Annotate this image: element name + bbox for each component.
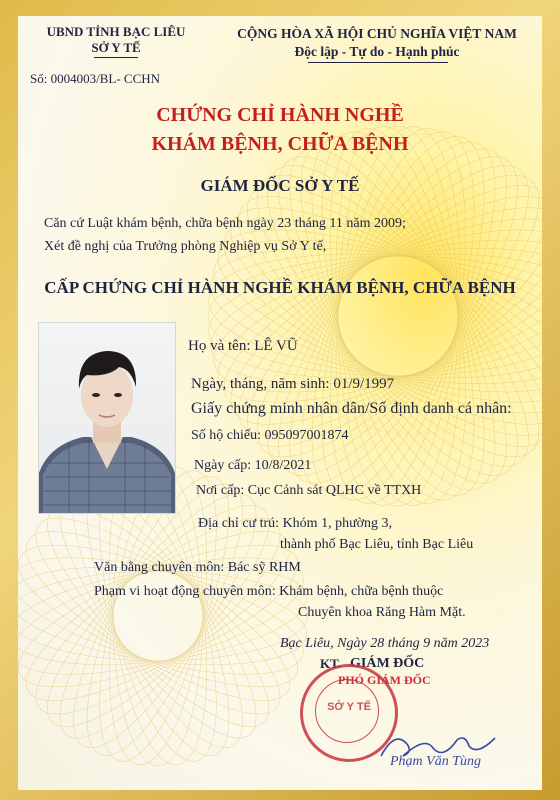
passport-field: [191, 428, 349, 444]
signature-deputy: PHÓ GIÁM ĐỐC: [338, 673, 431, 687]
document-number: Số: 0004003/BL- CCHN: [30, 71, 161, 86]
seal-text: SỞ Y TẾ: [327, 701, 371, 713]
passport-value: 095097001874: [264, 428, 349, 443]
certificate-title-line2: KHÁM BỆNH, CHỮA BỆNH: [151, 133, 409, 155]
id-field-label: Giấy chứng minh nhân dân/Số định danh cá nhân:: [191, 400, 512, 417]
dob-field: [191, 376, 394, 393]
issue-date-value: 10/8/2021: [254, 458, 312, 473]
signature-position: GIÁM ĐỐC: [350, 656, 425, 671]
degree-label: Văn bằng chuyên môn:: [94, 560, 225, 575]
name-value: LÊ VŨ: [254, 338, 298, 354]
scope-line2: Chuyên khoa Răng Hàm Mặt.: [298, 605, 466, 620]
degree-field: [94, 560, 301, 576]
scope-line1: Khám bệnh, chữa bệnh thuộc: [279, 584, 444, 599]
name-label: Họ và tên:: [188, 338, 251, 354]
name-field: [188, 338, 298, 355]
basis-line1: Căn cứ Luật khám bệnh, chữa bệnh ngày 23 tháng 11 năm 2009;: [44, 216, 406, 231]
issuer-line2: SỞ Y TẾ: [91, 40, 141, 55]
dob-value: 01/9/1997: [333, 376, 395, 392]
address-label: Địa chỉ cư trú:: [198, 516, 280, 531]
authority-heading: GIÁM ĐỐC SỞ Y TẾ: [200, 176, 360, 195]
address-line2: thành phố Bạc Liêu, tỉnh Bạc Liêu: [280, 537, 474, 552]
certificate-sheet: [18, 16, 542, 790]
issue-place-field: [196, 483, 421, 499]
signature-kt: KT.: [320, 656, 342, 671]
scope-field: [94, 584, 443, 600]
degree-value: Bác sỹ RHM: [227, 560, 301, 575]
issue-date-field: [194, 458, 311, 474]
issue-place-value: Cục Cảnh sát QLHC về TTXH: [247, 483, 422, 498]
issue-date-label: Ngày cấp:: [194, 458, 252, 473]
issue-place-label: Nơi cấp:: [196, 483, 245, 498]
basis-line2: Xét đề nghị của Trưởng phòng Nghiệp vụ Sở Y tế,: [44, 239, 327, 254]
nation-motto: Độc lập - Tự do - Hạnh phúc: [294, 44, 460, 59]
scope-label: Phạm vi hoạt động chuyên môn:: [94, 584, 276, 599]
passport-label: Số hộ chiếu:: [191, 428, 261, 443]
signer-name: Phạm Văn Tùng: [390, 754, 481, 769]
address-line1: Khóm 1, phường 3,: [282, 516, 393, 531]
certificate-title-line1: CHỨNG CHỈ HÀNH NGHỀ: [156, 104, 404, 126]
nation-title: CỘNG HÒA XÃ HỘI CHỦ NGHĨA VIỆT NAM: [237, 26, 517, 41]
issuer-underline: [94, 57, 138, 58]
grant-heading: CẤP CHỨNG CHỈ HÀNH NGHỀ KHÁM BỆNH, CHỮA BỆNH: [44, 278, 516, 297]
dob-label: Ngày, tháng, năm sinh:: [191, 376, 330, 392]
motto-underline: [308, 62, 448, 63]
issuer-line1: UBND TỈNH BẠC LIÊU: [46, 24, 186, 39]
address-field: [198, 516, 392, 532]
place-date: Bạc Liêu, Ngày 28 tháng 9 năm 2023: [280, 636, 490, 651]
portrait-photo: [38, 322, 176, 514]
